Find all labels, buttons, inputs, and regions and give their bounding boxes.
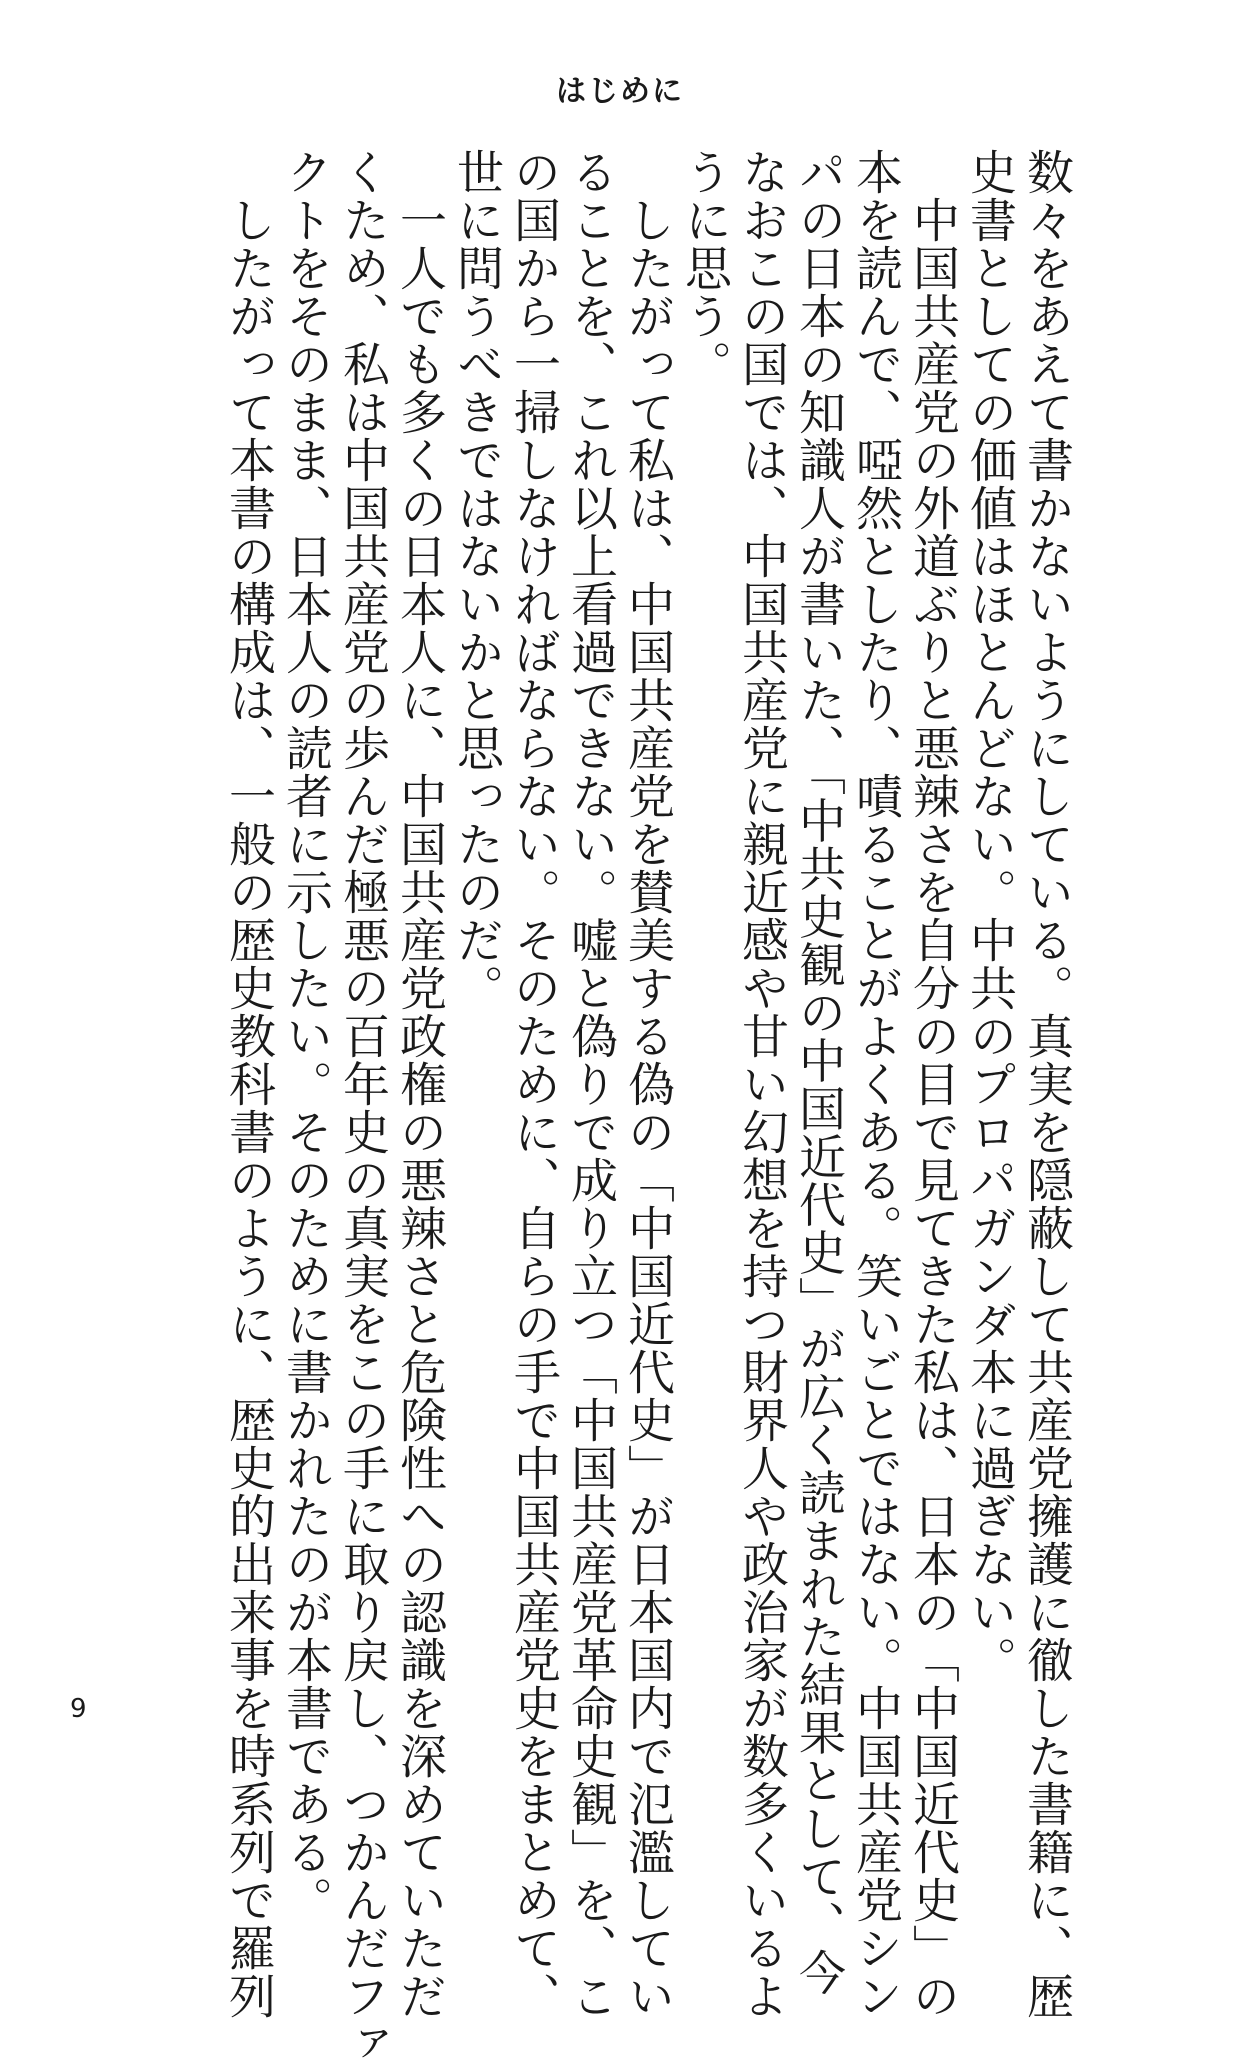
text-line: 史書としての価値はほとんどない。中共のプロパガンダ本に過ぎない。 [962,148,1017,1684]
text-line: なおこの国では、中国共産党に親近感や甘い幻想を持つ財界人や政治家が数多くいるよ [734,148,789,2020]
text-line: ることを、これ以上看過できない。嘘と偽りで成り立つ「中国共産党革命史観」を、こ [563,148,618,2020]
page-heading: はじめに [556,74,684,109]
text-line: 本を読んで、啞然としたり、嘖ることがよくある。笑いごとではない。中国共産党シン [848,148,903,2020]
text-line: したがって本書の構成は、一般の歴史教科書のように、歴史的出来事を時系列で羅列 [221,148,276,2020]
text-line: くため、私は中国共産党の歩んだ極悪の百年史の真実をこの手に取り戻し、つかんだファ [335,148,390,2068]
vertical-body-text [75,148,1075,2068]
text-line: 一人でも多くの日本人に、中国共産党政権の悪辣さと危険性への認識を深めていただ [392,148,447,2020]
text-line: うに思う。 [677,148,732,388]
text-line: パの日本の知識人が書いた、「中共史観の中国近代史」が広く読まれた結果として、今 [791,148,846,1997]
text-line: の国から一掃しなければならない。そのために、自らの手で中国共産党史をまとめて、 [506,148,561,2020]
text-line: したがって私は、中国共産党を賛美する偽の「中国近代史」が日本国内で氾濫してい [620,148,675,2020]
text-line: クトをそのまま、日本人の読者に示したい。そのために書かれたのが本書である。 [278,148,333,1924]
text-line: 数々をあえて書かないようにしている。真実を隠蔽して共産党擁護に徹した書籍に、歴 [1019,148,1074,2020]
page-number: 9 [70,1694,87,1724]
text-line: 世に問うべきではないかと思ったのだ。 [449,148,504,1012]
text-line: 中国共産党の外道ぶりと悪辣さを自分の目で見てきた私は、日本の「中国近代史」の [905,148,960,2020]
